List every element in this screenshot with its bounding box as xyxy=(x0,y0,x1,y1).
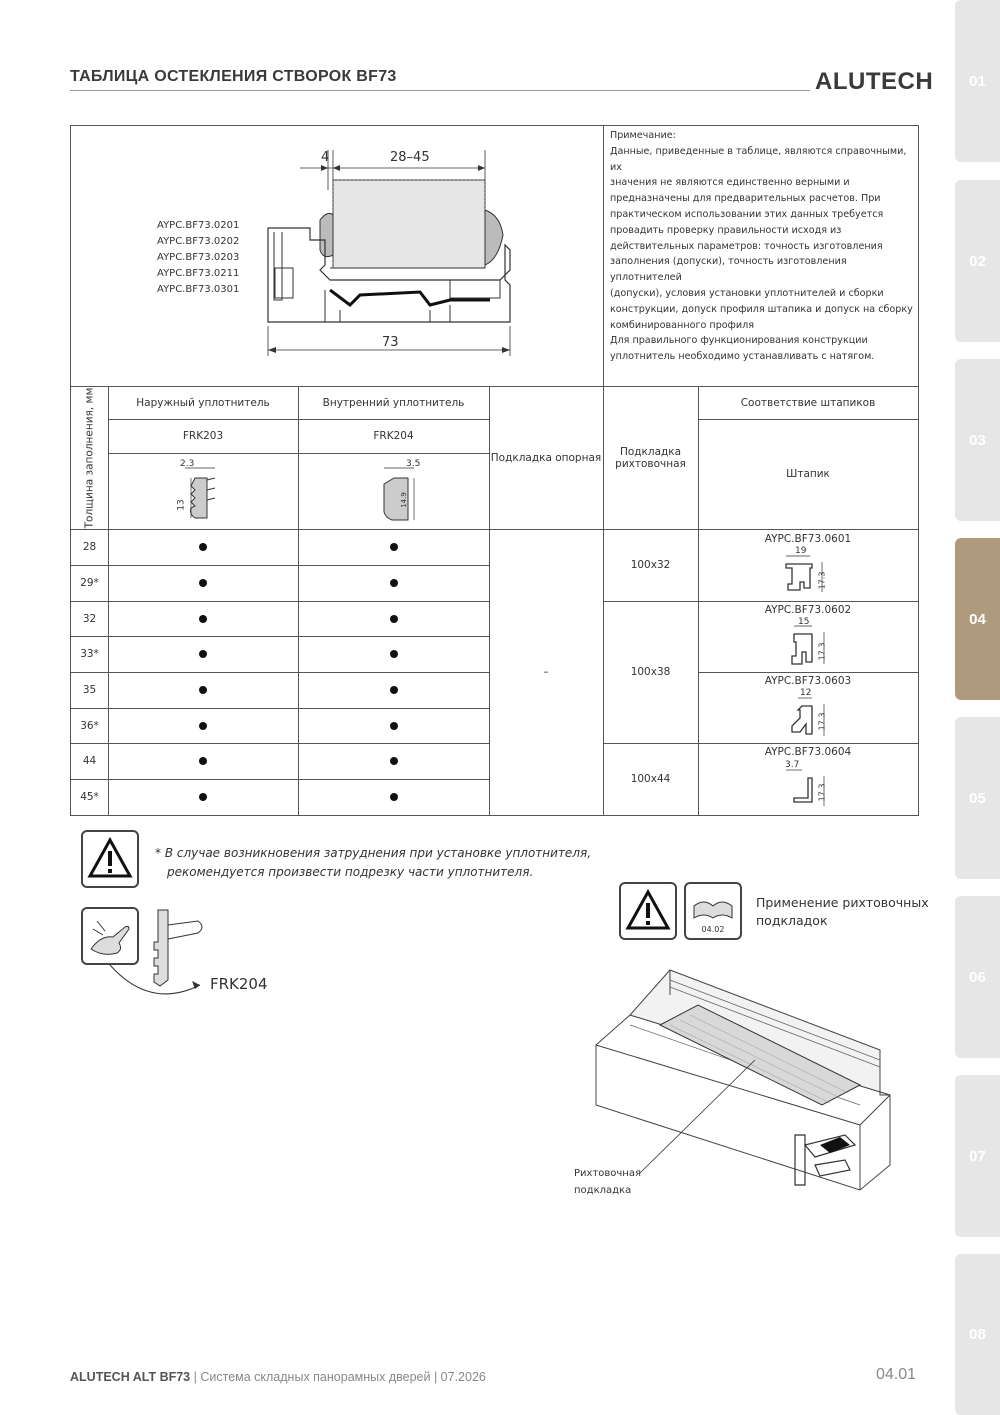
th-outer-seal: Наружный уплотнитель xyxy=(108,386,299,420)
warning-icon xyxy=(81,830,139,888)
bead-cell: AYPC.BF73.0602 xyxy=(698,601,919,673)
dim-4: 4 xyxy=(321,150,330,165)
bead-0604-height: 17.3 xyxy=(817,783,827,802)
footer-info: ALUTECH ALT BF73 | Система складных панорамных дверей | 07.2026 xyxy=(70,1370,486,1384)
book-ref: 04.02 xyxy=(701,925,725,934)
inner-seal-height: 14.9 xyxy=(399,492,408,508)
book-icon[interactable] xyxy=(684,882,742,940)
th-inner-seal: Внутренний уплотнитель xyxy=(298,386,490,420)
note-text: Примечание: Данные, приведенные в таблице, являются справочными, их значения не являются единственно верными и предназначены для предварительных расчетов. При практическом использовании этих данных требуется провадить проверку правильности исходя из действительных параметров: точность изготовления заполнения (допуски), точность изготовления уплотнителей (допуски), условия установки уплотнителей и сборки конструкции, допуск профиля штапика и допуск на сборку комбинированного профиля Для правильного функционирования конструкции уплотнитель необходимо устанавливать с натягом. xyxy=(610,130,913,363)
shim-value: 100х32 xyxy=(603,529,699,602)
bead-0602-height: 17.3 xyxy=(817,642,827,661)
section-tab-08[interactable]: 08 xyxy=(955,1254,1000,1415)
shim-isometric-drawing xyxy=(590,955,910,1195)
inner-seal-width: 3.5 xyxy=(406,459,421,469)
seal-cut-sketch xyxy=(100,905,220,1000)
profile-codes: AYPC.BF73.0201 AYPC.BF73.0202 AYPC.BF73.0203 AYPC.BF73.0211 AYPC.BF73.0301 xyxy=(157,220,240,295)
seal-label: FRK204 xyxy=(210,975,268,993)
outer-seal-mark xyxy=(108,529,299,566)
header-divider xyxy=(70,90,810,91)
inner-seal-mark xyxy=(298,708,490,744)
outer-seal-mark xyxy=(108,565,299,602)
bead-0603-width: 12 xyxy=(800,688,812,698)
bead-0603-height: 17.3 xyxy=(817,712,827,731)
thickness-cell: 28 xyxy=(70,529,109,566)
section-tab-06[interactable]: 06 xyxy=(955,896,1000,1058)
inner-seal-mark xyxy=(298,636,490,673)
section-tab-03[interactable]: 03 xyxy=(955,359,1000,521)
shim-callout: Рихтовочная подкладка xyxy=(574,1168,641,1196)
inner-seal-sketch xyxy=(298,453,490,530)
shim-value: 100х44 xyxy=(603,743,699,816)
bead-0602-sketch xyxy=(782,618,842,670)
bead-cell: AYPC.BF73.0603 xyxy=(698,672,919,744)
th-inner-code: FRK204 xyxy=(298,419,490,454)
shim-section-title: Применение рихтовочных подкладок xyxy=(756,895,929,928)
outer-seal-mark xyxy=(108,708,299,744)
support-value: – xyxy=(489,529,604,816)
inner-seal-mark xyxy=(298,529,490,566)
section-tab-01[interactable]: 01 xyxy=(955,0,1000,162)
th-thickness: Толщина заполнения, мм xyxy=(70,386,109,530)
bead-cell: AYPC.BF73.0601 xyxy=(698,529,919,602)
outer-seal-mark xyxy=(108,779,299,816)
th-bead-group: Соответствие штапиков xyxy=(698,386,919,420)
section-tab-07[interactable]: 07 xyxy=(955,1075,1000,1237)
bead-0604-width: 3.7 xyxy=(785,760,800,770)
thickness-cell: 29* xyxy=(70,565,109,602)
bead-0603-sketch xyxy=(782,690,842,742)
thickness-cell: 44 xyxy=(70,743,109,780)
thickness-cell: 33* xyxy=(70,636,109,673)
dim-28-45: 28–45 xyxy=(390,150,430,165)
shim-value: 100х38 xyxy=(603,601,699,744)
outer-seal-mark xyxy=(108,672,299,709)
outer-seal-mark xyxy=(108,743,299,780)
inner-seal-mark xyxy=(298,779,490,816)
outer-seal-sketch xyxy=(108,453,299,530)
bead-cell: AYPC.BF73.0604 xyxy=(698,743,919,816)
section-tab-05[interactable]: 05 xyxy=(955,717,1000,879)
inner-seal-mark xyxy=(298,601,490,637)
section-tab-04[interactable]: 04 xyxy=(955,538,1000,700)
outer-seal-width: 2.3 xyxy=(180,459,195,469)
th-support: Подкладка опорная xyxy=(489,386,604,530)
outer-seal-mark xyxy=(108,636,299,673)
th-outer-code: FRK203 xyxy=(108,419,299,454)
bead-0602-width: 15 xyxy=(798,617,810,627)
page-number: 04.01 xyxy=(876,1366,917,1383)
dim-73: 73 xyxy=(382,335,399,350)
warning-text: * В случае возникновения затруднения при установке уплотнителя, рекомендуется произвести подрезку части уплотнителя. xyxy=(155,846,592,879)
thickness-cell: 45* xyxy=(70,779,109,816)
inner-seal-mark xyxy=(298,672,490,709)
thickness-cell: 36* xyxy=(70,708,109,744)
warning-icon-2 xyxy=(619,882,677,940)
bead-0601-width: 19 xyxy=(795,546,807,556)
thickness-cell: 35 xyxy=(70,672,109,709)
outer-seal-height: 13 xyxy=(176,499,187,511)
th-shim: Подкладка рихтовочная xyxy=(603,386,699,530)
inner-seal-mark xyxy=(298,743,490,780)
section-tab-02[interactable]: 02 xyxy=(955,180,1000,342)
bead-0601-sketch xyxy=(780,548,840,598)
thickness-cell: 32 xyxy=(70,601,109,637)
inner-seal-mark xyxy=(298,565,490,602)
brand-logo: ALUTECH xyxy=(815,68,934,95)
page-title: ТАБЛИЦА ОСТЕКЛЕНИЯ СТВОРОК BF73 xyxy=(70,68,397,85)
outer-seal-mark xyxy=(108,601,299,637)
bead-0601-height: 17.3 xyxy=(817,571,827,590)
th-bead: Штапик xyxy=(698,419,919,530)
